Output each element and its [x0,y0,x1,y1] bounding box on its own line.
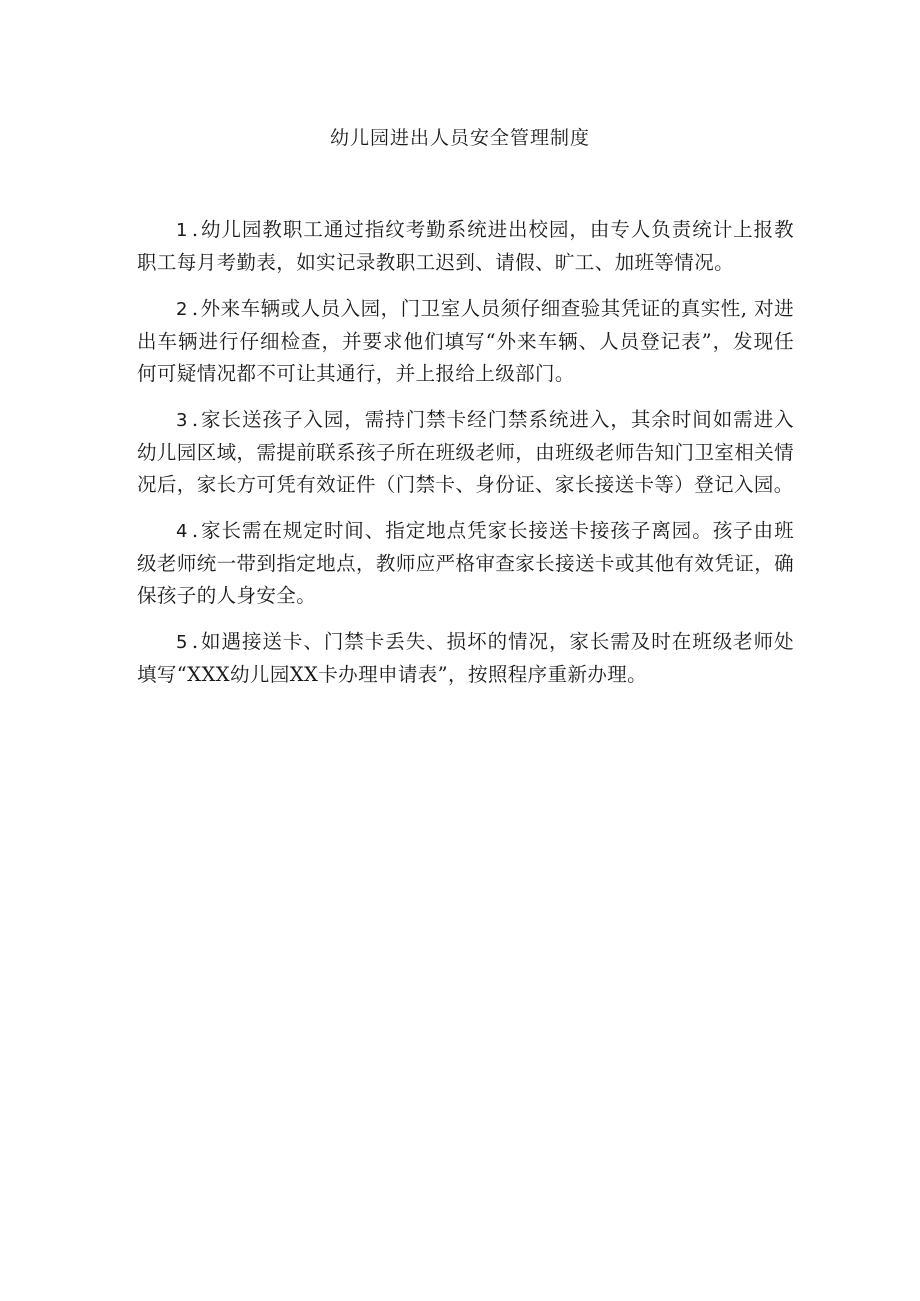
paragraph-5 [137,626,794,691]
paragraph-number: 5 [176,632,188,653]
paragraph-separator: . [191,297,199,320]
paragraph-number: 4 [176,521,188,542]
paragraph-text: 家长需在规定时间、指定地点凭家长接送卡接孩子离园。孩子由班级老师统一带到指定地点，教师应严格审查家长接送卡或其他有效凭证，确保孩子的人身安全。 [137,519,794,607]
paragraph-separator: . [191,408,199,431]
paragraph-number: 3 [176,410,188,431]
document-title: 幼儿园进出人员安全管理制度 [329,127,590,149]
paragraph-separator: . [191,519,199,542]
paragraph-text: 幼儿园教职工通过指纹考勤系统进出校园，由专人负责统计上报教职工每月考勤表，如实记录教职工迟到、请假、旷工、加班等情况。 [137,218,794,274]
paragraph-2 [137,293,794,390]
document-body [137,214,794,705]
paragraph-1 [137,214,794,279]
paragraph-text: 如遇接送卡、门禁卡丢失、损坏的情况，家长需及时在班级老师处填写“XXX幼儿园XX卡办理申请表”，按照程序重新办理。 [137,630,794,686]
paragraph-separator: . [191,218,199,241]
paragraph-4 [137,515,794,612]
paragraph-number: 1 [176,220,188,241]
paragraph-text: 家长送孩子入园，需持门禁卡经门禁系统进入，其余时间如需进入幼儿园区域，需提前联系孩子所在班级老师，由班级老师告知门卫室相关情况后，家长方可凭有效证件（门禁卡、身份证、家长接送卡等）登记入园。 [137,408,794,496]
paragraph-separator: . [191,630,199,653]
paragraph-3 [137,404,794,501]
paragraph-text: 外来车辆或人员入园，门卫室人员须仔细查验其凭证的真实性, 对进出车辆进行仔细检查，并要求他们填写“外来车辆、人员登记表”，发现任何可疑情况都不可让其通行，并上报给上级部门。 [137,297,794,385]
paragraph-number: 2 [176,299,188,320]
